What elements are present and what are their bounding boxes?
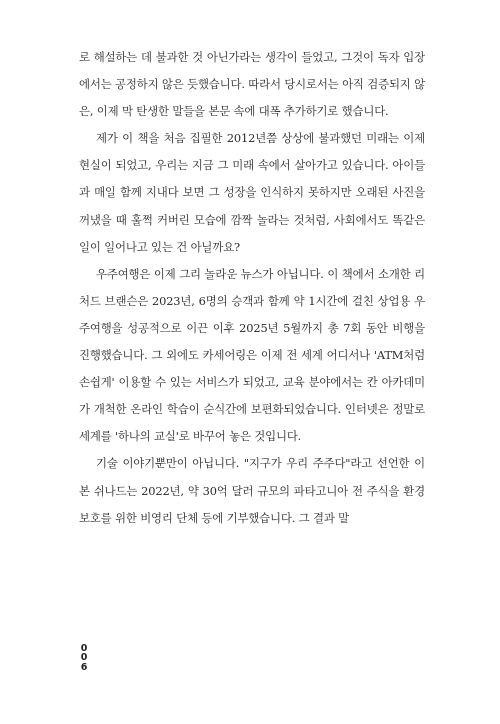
page-number-digit: 6 (80, 661, 88, 673)
page-number-digit: 0 (80, 643, 88, 654)
paragraph-1: 로 해설하는 데 불과한 것 아닌가라는 생각이 들었고, 그것이 독자 입장에서는 공정하지 않은 듯했습니다. 따라서 당시로서는 아직 검증되지 않은, 이제 막 탄생한 말들을 본문 속에 대폭 추가하기로 했습니다. (79, 50, 425, 119)
paragraph-4: 기술 이야기뿐만이 아닙니다. "지구가 우리 주주다"라고 선언한 이본 쉬나드는 2022년, 약 30억 달러 규모의 파타고니아 전 주식을 환경 보호를 위한 비영리 단체 등에 기부했습니다. 그 결과 말 (79, 456, 425, 525)
page-number-digit: 0 (80, 652, 88, 664)
page-number (79, 644, 89, 672)
paragraph-2: 제가 이 책을 처음 집필한 2012년쯤 상상에 불과했던 미래는 이제 현실이 되었고, 우리는 지금 그 미래 속에서 살아가고 있습니다. 아이들과 매일 함께 지내다 보면 그 성장을 인식하지 못하지만 오래된 사진을 꺼냈을 때 훌쩍 커버린 모습에 깜짝 놀라는 것처럼, 사회에서도 똑같은 일이 일어나고 있는 건 아닐까요? (79, 131, 425, 254)
paragraph-3: 우주여행은 이제 그리 놀라운 뉴스가 아닙니다. 이 책에서 소개한 리처드 브랜슨은 2023년, 6명의 승객과 함께 약 1시간에 걸친 상업용 우주여행을 성공적으로 이끈 이후 2025년 5월까지 총 7회 동안 비행을 진행했습니다. 그 외에도 카세어링은 이제 전 세계 어디서나 'ATM처럼 손쉽게' 이용할 수 있는 서비스가 되었고, 교육 분야에서는 칸 아카데미가 개척한 온라인 학습이 순식간에 보편화되었습니다. 인터넷은 정말로 세계를 '하나의 교실'로 바꾸어 놓은 것입니다. (79, 266, 425, 444)
page-body-text (79, 44, 425, 532)
